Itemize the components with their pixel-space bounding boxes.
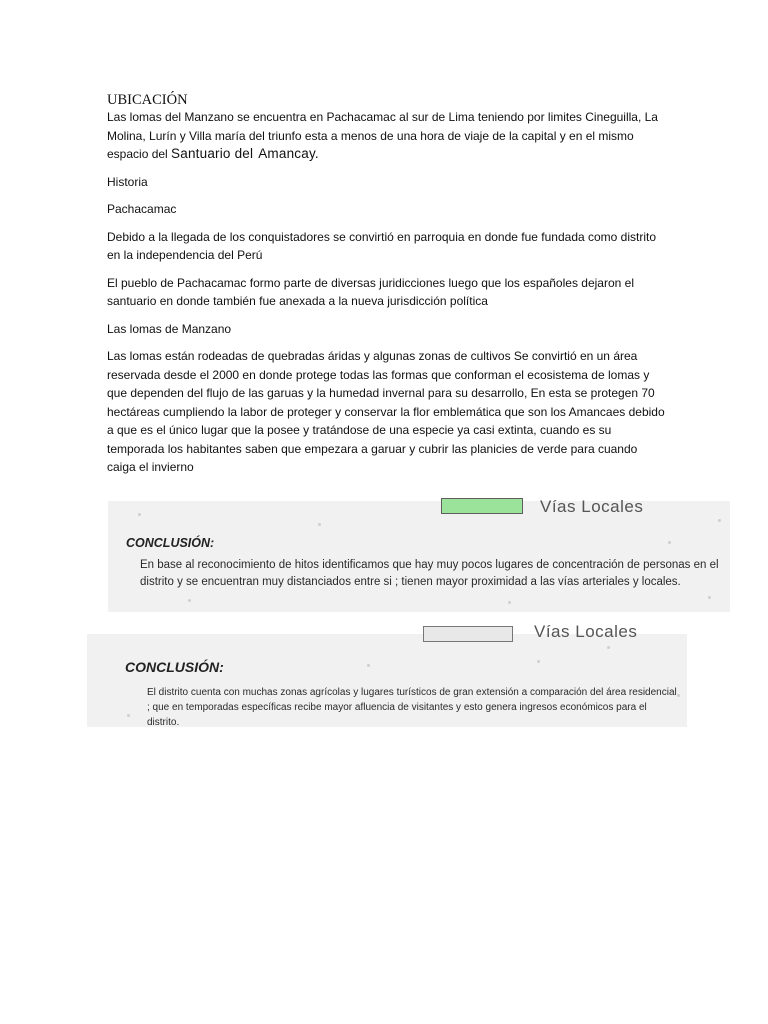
conclusion-text: En base al reconocimiento de hitos identificamos que hay muy pocos lugares de concentración de personas en el distrito y se encuentran muy distanciados entre si ; tienen mayor proximidad a las vías arteriales y locales. <box>140 559 719 588</box>
santuario-name: Santuario del <box>171 146 254 161</box>
legend-swatch-green <box>441 498 523 514</box>
paragraph-pueblo: El pueblo de Pachacamac formo parte de diversas juridicciones luego que los españoles dejaron el santuario en donde también fue anexada a la nueva jurisdicción política <box>107 275 634 308</box>
paragraph-conquistadores: Debido a la llegada de los conquistadores se convirtió en parroquia en donde fue fundada como distrito en la independencia del Perú <box>107 229 657 262</box>
section-heading-historia: Historia <box>107 174 148 189</box>
paragraph-ubicacion-text: Las lomas del Manzano se encuentra en Pachacamac al sur de Lima teniendo por limites Cineguilla, La Molina, Lurín y Villa maría del triunfo esta a menos de una hora de viaje de la capital y en el mismo espacio del <box>107 110 658 161</box>
paragraph-ubicacion <box>107 108 667 164</box>
section-heading-lomas: Las lomas de Manzano <box>107 321 232 336</box>
document-body <box>107 92 667 486</box>
paragraph-lomas: Las lomas están rodeadas de quebradas áridas y algunas zonas de cultivos Se convirtió en un área reservada desde el 2000 en donde protege todas las formas que conforman el ecosistema de lomas y que dependen del flujo de las garuas y la humedad invernal para su desarrollo, En esta se protegen 70 hectáreas cumpliendo la labor de proteger y conservar la flor emblemática que son los Amancaes debido a que es el único lugar que la posee y tratándose de una especie ya casi extinta, cuando es su temporada los habitantes saben que empezara a garuar y cubrir las planicies de verde para cuando caiga el invierno <box>107 349 665 474</box>
conclusion-image-2 <box>87 622 687 728</box>
conclusion-text: El distrito cuenta con muchas zonas agrícolas y lugares turísticos de gran extensión a comparación del área residencial ; que en temporadas específicas recibe mayor afluencia de visitantes y esto genera ingresos económicos para el distrito. <box>147 687 677 728</box>
conclusion-image-1 <box>108 497 730 612</box>
section-heading-ubicacion: UBICACIÓN <box>107 92 188 108</box>
legend-label-vias-locales: Vías Locales <box>534 622 638 641</box>
section-heading-pachacamac: Pachacamac <box>107 202 177 216</box>
conclusion-title: CONCLUSIÓN: <box>126 536 215 550</box>
legend-swatch-grey <box>423 626 513 642</box>
amancay-name: Amancay. <box>258 146 319 161</box>
conclusion-title: CONCLUSIÓN: <box>125 659 224 675</box>
legend-label-vias-locales: Vías Locales <box>540 497 644 516</box>
